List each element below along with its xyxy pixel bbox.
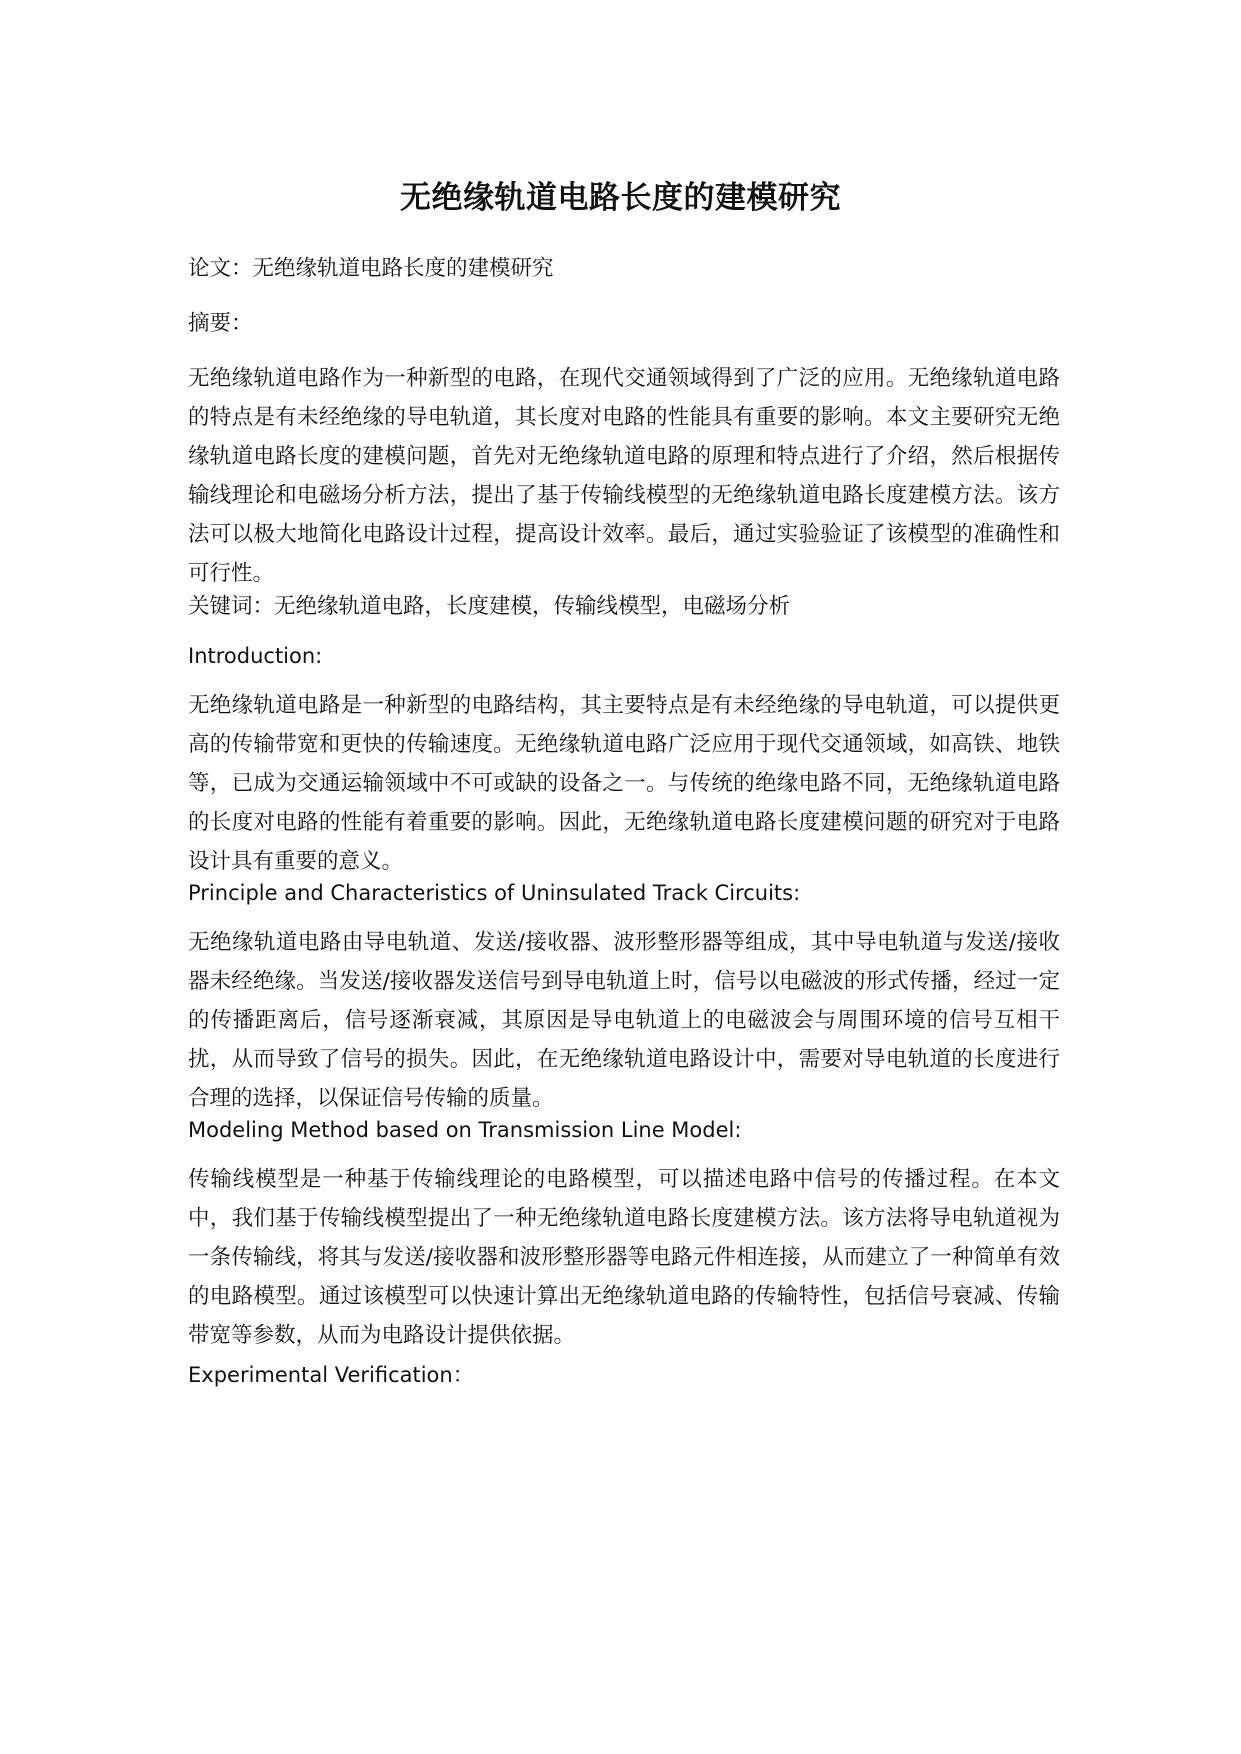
section-heading-introduction: Introduction: — [188, 644, 323, 668]
section-body-principle: 无绝缘轨道电路由导电轨道、发送/接收器、波形整形器等组成，其中导电轨道与发送/接收器未经绝缘。当发送/接收器发送信号到导电轨道上时，信号以电磁波的形式传播，经过一定的传播距离后，信号逐渐衰减，其原因是导电轨道上的电磁波会与周围环境的信号互相干扰，从而导致了信号的损失。因此，在无绝缘轨道电路设计中，需要对导电轨道的长度进行合理的选择，以保证信号传输的质量。 — [188, 930, 1060, 1111]
abstract-label: 摘要： — [188, 311, 253, 336]
section-heading-principle: Principle and Characteristics of Uninsulated Track Circuits: — [188, 881, 801, 905]
section-body-introduction: 无绝缘轨道电路是一种新型的电路结构，其主要特点是有未经绝缘的导电轨道，可以提供更高的传输带宽和更快的传输速度。无绝缘轨道电路广泛应用于现代交通领域，如高铁、地铁等，已成为交通运输领域中不可或缺的设备之一。与传统的绝缘电路不同，无绝缘轨道电路的长度对电路的性能有着重要的影响。因此，无绝缘轨道电路长度建模问题的研究对于电路设计具有重要的意义。 — [188, 693, 1060, 874]
abstract-paragraph: 无绝缘轨道电路作为一种新型的电路，在现代交通领域得到了广泛的应用。无绝缘轨道电路的特点是有未经绝缘的导电轨道，其长度对电路的性能具有重要的影响。本文主要研究无绝缘轨道电路长度的建模问题，首先对无绝缘轨道电路的原理和特点进行了介绍，然后根据传输线理论和电磁场分析方法，提出了基于传输线模型的无绝缘轨道电路长度建模方法。该方法可以极大地简化电路设计过程，提高设计效率。最后，通过实验验证了该模型的准确性和可行性。 — [188, 366, 1060, 586]
section-heading-modeling: Modeling Method based on Transmission Line Model: — [188, 1118, 742, 1142]
section-body-modeling: 传输线模型是一种基于传输线理论的电路模型，可以描述电路中信号的传播过程。在本文中，我们基于传输线模型提出了一种无绝缘轨道电路长度建模方法。该方法将导电轨道视为一条传输线，将其与发送/接收器和波形整形器等电路元件相连接，从而建立了一种简单有效的电路模型。通过该模型可以快速计算出无绝缘轨道电路的传输特性，包括信号衰减、传输带宽等参数，从而为电路设计提供依据。 — [188, 1167, 1060, 1348]
keywords-line: 关键词：无绝缘轨道电路，长度建模，传输线模型，电磁场分析 — [188, 594, 791, 619]
paper-line: 论文：无绝缘轨道电路长度的建模研究 — [188, 256, 554, 281]
document-title: 无绝缘轨道电路长度的建模研究 — [400, 180, 841, 216]
section-heading-experimental: Experimental Verification： — [188, 1363, 474, 1387]
